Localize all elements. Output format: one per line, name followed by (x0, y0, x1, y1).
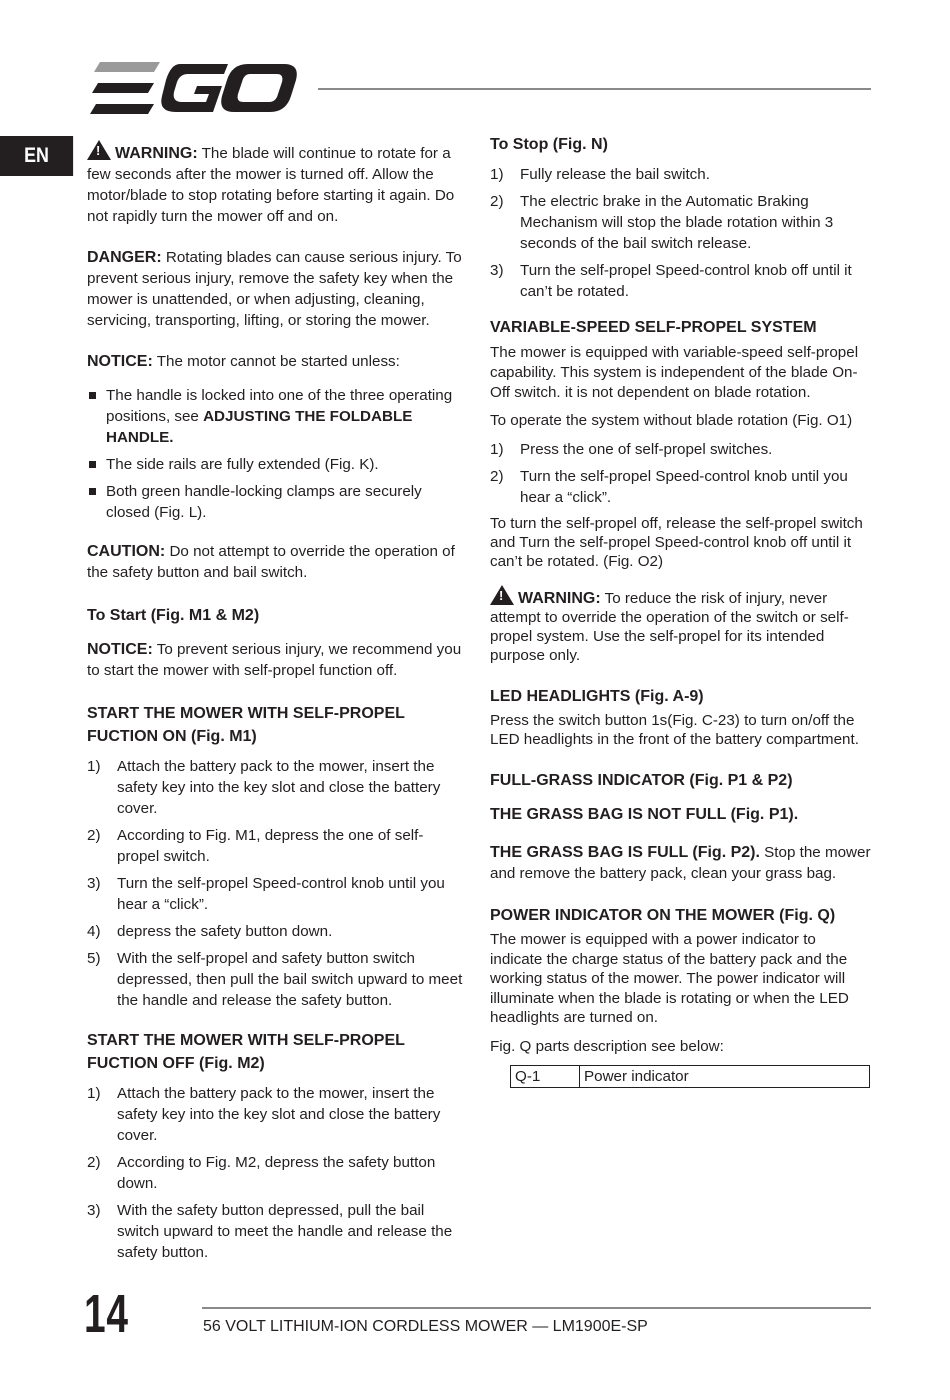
danger-keyword: DANGER: (87, 249, 162, 266)
danger-paragraph (87, 247, 465, 331)
header-rule (318, 88, 871, 90)
warning2-paragraph (490, 585, 872, 665)
notice-keyword: NOTICE: (87, 353, 153, 370)
list-item: 5) With the self-propel and safety button switch depressed, then pull the bail switch upward to meet the handle and release the safety button. (87, 950, 463, 1009)
handle-reference: ADJUSTING THE FOLDABLE HANDLE. (106, 408, 413, 446)
to-stop-heading: To Stop (Fig. N) (490, 136, 608, 153)
variable-speed-steps (490, 439, 872, 508)
list-item: Both green handle-locking clamps are securely closed (Fig. L). (87, 481, 465, 523)
warning-keyword: WARNING: (115, 145, 198, 162)
warning-text: The blade will continue to rotate for a few seconds after the mower is turned off. Allow the motor/blade to stop rotating before starting it again. Do not rapidly turn the mower off and on. (87, 145, 455, 225)
start-off-steps (87, 1083, 465, 1263)
list-item: 1) Fully release the bail switch. (490, 166, 710, 183)
list-item: 2) The electric brake in the Automatic Braking Mechanism will stop the blade rotation within 3 seconds of the bail switch release. (490, 193, 834, 252)
start-on-heading: START THE MOWER WITH SELF-PROPEL FUCTION ON (Fig. M1) (87, 705, 405, 745)
list-item: 1) Attach the battery pack to the mower, insert the safety key into the key slot and close the battery cover. (87, 758, 441, 817)
parts-intro: Fig. Q parts description see below: (490, 1037, 724, 1055)
variable-speed-p3: To turn the self-propel off, release the self-propel switch and Turn the self-propel Speed-control knob off until it can’t be rotated. (Fig. O2) (490, 515, 863, 570)
list-item: 4) depress the safety button down. (87, 923, 333, 940)
warning-paragraph (87, 140, 465, 227)
part-code: Q-1 (511, 1065, 580, 1087)
footer-title: 56 VOLT LITHIUM-ION CORDLESS MOWER — LM1900E-SP (203, 1318, 648, 1335)
right-column (490, 133, 872, 1088)
grass-not-full: THE GRASS BAG IS NOT FULL (Fig. P1). (490, 806, 799, 823)
power-heading: POWER INDICATOR ON THE MOWER (Fig. Q) (490, 907, 836, 924)
caution-paragraph (87, 541, 465, 583)
full-grass-heading: FULL-GRASS INDICATOR (Fig. P1 & P2) (490, 772, 793, 789)
variable-speed-p2: To operate the system without blade rotation (Fig. O1) (490, 412, 853, 429)
list-item: The handle is locked into one of the three operating positions, see ADJUSTING THE FOLDABLE HANDLE. (87, 385, 465, 448)
variable-speed-heading: VARIABLE-SPEED SELF-PROPEL SYSTEM (490, 319, 817, 336)
notice2-paragraph (87, 639, 465, 681)
list-item: 2) Turn the self-propel Speed-control knob until you hear a “click”. (490, 468, 848, 506)
list-item: 1) Press the one of self-propel switches. (490, 441, 773, 458)
power-text: The mower is equipped with a power indicator to indicate the charge status of the battery pack and the working status of the mower. The power indicator will illuminate when the blade is rotating or when the LED headlights are turned on. (490, 931, 849, 1026)
list-item: 3) Turn the self-propel Speed-control knob off until it can’t be rotated. (490, 262, 852, 300)
footer-rule (202, 1307, 871, 1309)
left-column (87, 140, 465, 1283)
notice2-text: To prevent serious injury, we recommend you to start the mower with self-propel function off. (87, 641, 462, 679)
language-tab: EN (0, 136, 73, 176)
page-number: 14 (84, 1284, 129, 1344)
list-item: 3) Turn the self-propel Speed-control knob until you hear a “click”. (87, 875, 445, 913)
warning2-keyword: WARNING: (518, 590, 601, 607)
list-item: The side rails are fully extended (Fig. K). (87, 454, 465, 475)
led-text: Press the switch button 1s(Fig. C-23) to turn on/off the LED headlights in the front of the battery compartment. (490, 712, 859, 748)
part-description: Power indicator (580, 1065, 870, 1087)
warning-triangle-icon (490, 585, 514, 605)
ego-logo (88, 62, 298, 114)
list-item: 2) According to Fig. M2, depress the safety button down. (87, 1154, 436, 1192)
caution-text: Do not attempt to override the operation of the safety button and bail switch. (87, 543, 455, 581)
grass-full: THE GRASS BAG IS FULL (Fig. P2). Stop the mower and remove the battery pack, clean your grass bag. (490, 844, 871, 882)
notice-paragraph (87, 351, 465, 372)
variable-speed-p1: The mower is equipped with variable-speed self-propel capability. This system is independent of the blade On-Off switch. it is not dependent on blade rotation. (490, 344, 859, 401)
notice-text: The motor cannot be started unless: (152, 353, 400, 370)
notice-list (87, 385, 465, 523)
table-row (511, 1065, 870, 1087)
danger-text: Rotating blades can cause serious injury. To prevent serious injury, remove the safety key when the mower is unattended, or when adjusting, cleaning, servicing, transporting, lifting, or storing the mower. (87, 249, 462, 329)
to-start-heading: To Start (Fig. M1 & M2) (87, 607, 260, 624)
caution-keyword: CAUTION: (87, 543, 166, 560)
warning-triangle-icon (87, 140, 111, 160)
list-item: 3) With the safety button depressed, pull the bail switch upward to meet the handle and release the safety button. (87, 1202, 453, 1261)
list-item: 1) Attach the battery pack to the mower, insert the safety key into the key slot and close the battery cover. (87, 1085, 441, 1144)
to-stop-steps (490, 164, 872, 302)
list-item: 2) According to Fig. M1, depress the one of self-propel switch. (87, 827, 424, 865)
warning2-text: To reduce the risk of injury, never attempt to override the operation of the switch or self-propel system. Use the self-propel for its intended purpose only. (490, 590, 849, 664)
notice2-keyword: NOTICE: (87, 641, 153, 658)
parts-table (510, 1065, 870, 1088)
start-off-heading: START THE MOWER WITH SELF-PROPEL FUCTION OFF (Fig. M2) (87, 1032, 405, 1072)
led-heading: LED HEADLIGHTS (Fig. A-9) (490, 688, 704, 705)
start-on-steps (87, 756, 465, 1011)
